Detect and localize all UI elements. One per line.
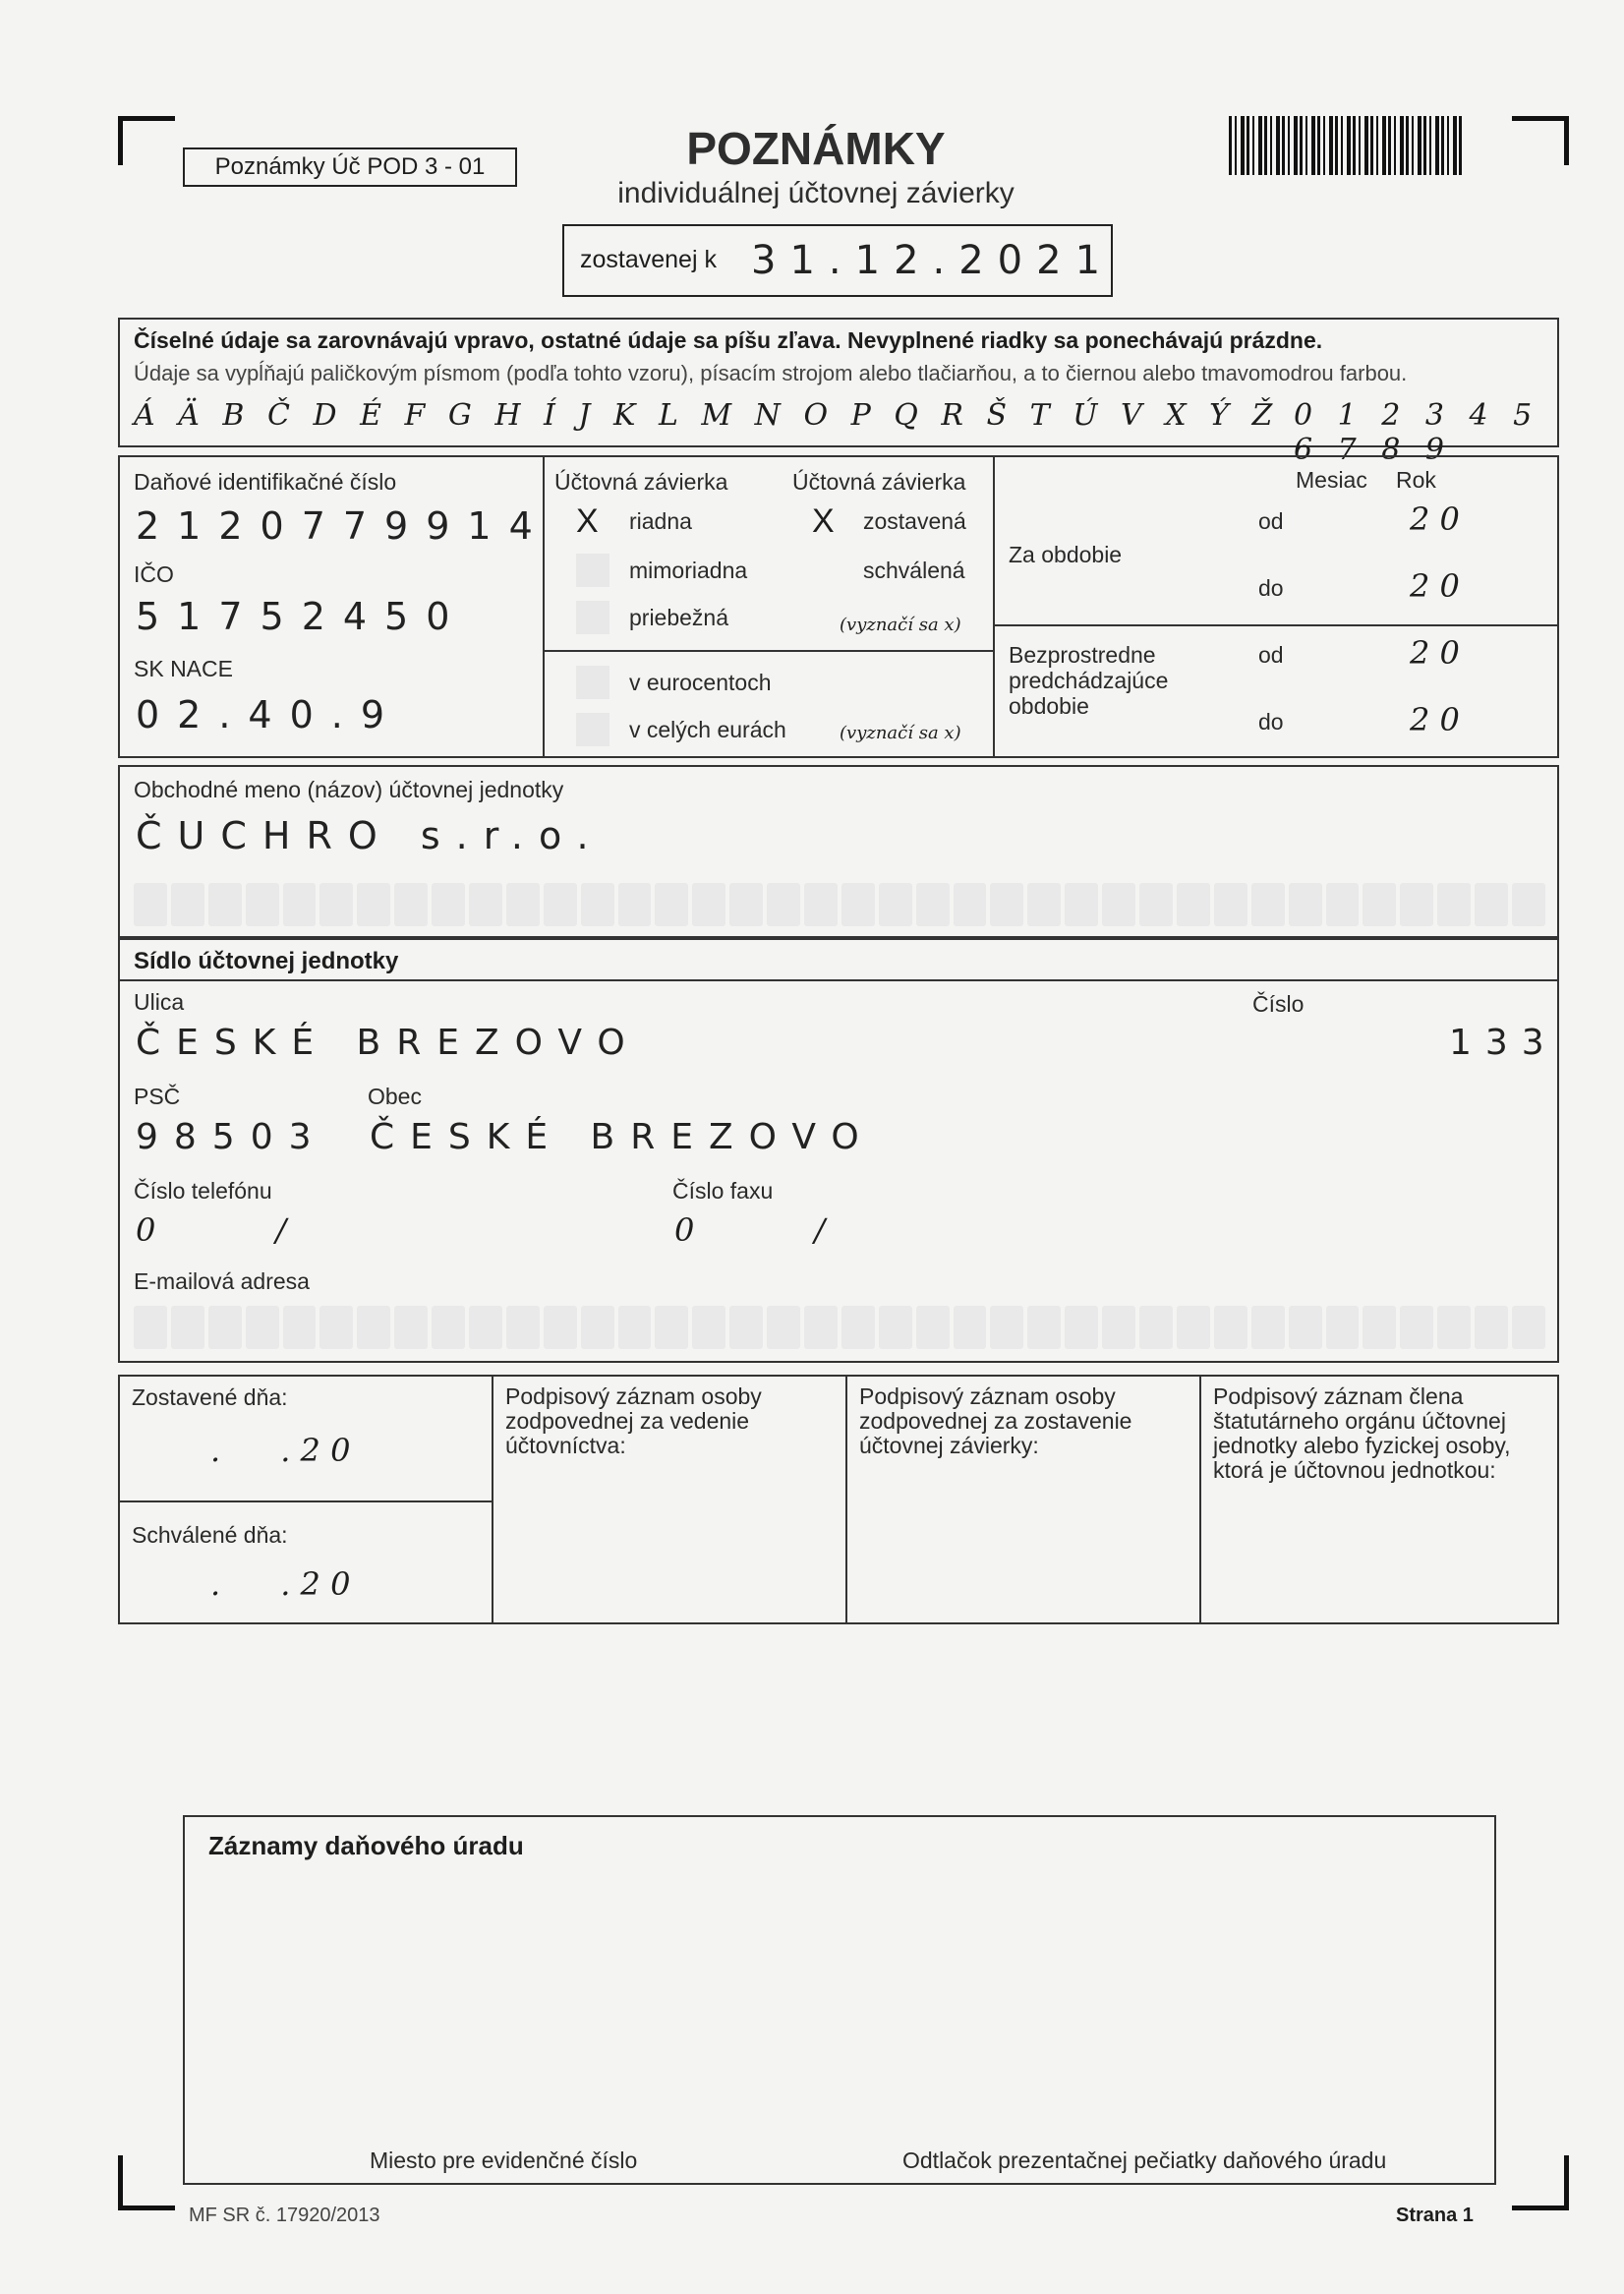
statement-header-2: Účtovná závierka xyxy=(792,469,966,495)
approved-on-label: Schválené dňa: xyxy=(132,1522,288,1548)
input-cell xyxy=(767,883,800,926)
priebezna-checkbox[interactable] xyxy=(576,601,609,634)
prepared-on-value[interactable]: . . 2 0 xyxy=(210,1432,351,1469)
input-cell xyxy=(394,1306,428,1349)
input-cell xyxy=(394,883,428,926)
celych-eurach-label: v celých eurách xyxy=(629,717,786,742)
input-cell xyxy=(432,1306,465,1349)
input-cell xyxy=(1251,883,1285,926)
input-cell xyxy=(841,1306,875,1349)
od-label: od xyxy=(1258,508,1284,534)
input-cell xyxy=(879,1306,912,1349)
input-cell xyxy=(1363,1306,1396,1349)
company-name-value[interactable]: ČUCHRO s.r.o. xyxy=(136,814,605,857)
input-cell xyxy=(767,1306,800,1349)
input-cell xyxy=(1512,883,1545,926)
input-cell xyxy=(581,883,614,926)
mark-hint: (vyznačí sa x) xyxy=(840,615,961,635)
input-cell xyxy=(804,1306,838,1349)
input-cell xyxy=(1400,883,1433,926)
input-cell xyxy=(1214,1306,1247,1349)
input-cell xyxy=(246,1306,279,1349)
riadna-label: riadna xyxy=(629,508,692,534)
input-cell xyxy=(469,883,502,926)
input-cell xyxy=(134,1306,167,1349)
email-boxes[interactable] xyxy=(134,1306,1545,1349)
corner-mark-bottom-right xyxy=(1512,2155,1569,2210)
input-cell xyxy=(1027,1306,1061,1349)
current-from-year[interactable]: 2 0 xyxy=(1410,500,1460,538)
input-cell xyxy=(990,1306,1023,1349)
input-cell xyxy=(1139,883,1173,926)
mimoriadna-checkbox[interactable] xyxy=(576,554,609,587)
input-cell xyxy=(954,883,987,926)
input-cell xyxy=(1139,1306,1173,1349)
form-code: Poznámky Úč POD 3 - 01 xyxy=(214,153,486,180)
input-cell xyxy=(916,1306,950,1349)
rok-label: Rok xyxy=(1396,467,1436,493)
form-code-box xyxy=(183,147,517,187)
ico-label: IČO xyxy=(134,561,174,587)
priebezna-label: priebežná xyxy=(629,605,729,630)
prepared-on-label: Zostavené dňa: xyxy=(132,1384,288,1410)
celych-eurach-checkbox[interactable] xyxy=(576,713,609,746)
prev-period-label-2: predchádzajúce xyxy=(1009,668,1169,693)
divider xyxy=(845,1377,847,1624)
street-number-label: Číslo xyxy=(1252,991,1305,1017)
input-cell xyxy=(954,1306,987,1349)
phone-value[interactable]: 0 / xyxy=(136,1211,287,1249)
input-cell xyxy=(916,883,950,926)
fax-value[interactable]: 0 / xyxy=(674,1211,826,1249)
input-cell xyxy=(729,1306,763,1349)
input-cell xyxy=(283,1306,317,1349)
divider xyxy=(1199,1377,1201,1624)
input-cell xyxy=(692,1306,725,1349)
divider xyxy=(120,1500,492,1502)
page-number: Strana 1 xyxy=(1396,2205,1474,2226)
input-cell xyxy=(1289,1306,1322,1349)
identification-section xyxy=(118,455,1559,758)
input-cell xyxy=(432,883,465,926)
nace-value[interactable]: 02.40.9 xyxy=(136,693,403,736)
barcode xyxy=(1229,116,1465,175)
fax-label: Číslo faxu xyxy=(672,1178,774,1204)
page-title: POZNÁMKY xyxy=(686,123,946,174)
prepared-date-box xyxy=(562,224,1113,297)
current-period-label: Za obdobie xyxy=(1009,542,1123,567)
dic-value[interactable]: 2120779914 xyxy=(136,504,551,548)
prev-period-label-1: Bezprostredne xyxy=(1009,642,1156,668)
do-label: do xyxy=(1258,575,1284,601)
input-cell xyxy=(208,1306,242,1349)
input-cell xyxy=(655,1306,688,1349)
input-cell xyxy=(1363,883,1396,926)
prev-od-label: od xyxy=(1258,642,1284,668)
signature-preparer[interactable]: Podpisový záznam osoby zodpovednej za zostavenie účtovnej závierky: xyxy=(859,1383,1132,1458)
input-cell xyxy=(1475,1306,1508,1349)
input-cell xyxy=(1475,883,1508,926)
corner-mark-top-left xyxy=(118,116,175,165)
signature-accounting[interactable]: Podpisový záznam osoby zodpovednej za vedenie účtovníctva: xyxy=(505,1383,762,1458)
evidence-number-label: Miesto pre evidenčné číslo xyxy=(370,2147,638,2173)
psc-value[interactable]: 98503 xyxy=(136,1117,327,1157)
instructions-box xyxy=(118,318,1559,467)
corner-mark-bottom-left xyxy=(118,2155,175,2210)
input-cell xyxy=(804,883,838,926)
divider xyxy=(492,1377,493,1624)
input-cell xyxy=(171,883,204,926)
input-cell xyxy=(134,883,167,926)
psc-label: PSČ xyxy=(134,1084,181,1109)
input-cell xyxy=(1177,1306,1210,1349)
input-cell xyxy=(1214,883,1247,926)
street-label: Ulica xyxy=(134,989,185,1015)
input-cell xyxy=(1437,883,1471,926)
zostavena-label: zostavená xyxy=(863,508,966,534)
ico-value[interactable]: 51752450 xyxy=(136,595,468,638)
input-cell xyxy=(618,1306,652,1349)
riadna-checkbox[interactable]: X xyxy=(576,502,599,540)
input-cell xyxy=(246,883,279,926)
sample-letters: Á Ä B Č D É F G H Í J K L M N O P Q R Š T Ú V X Ý Ž xyxy=(134,398,1280,433)
input-cell xyxy=(1289,883,1322,926)
input-cell xyxy=(469,1306,502,1349)
page-subtitle: individuálnej účtovnej závierky xyxy=(617,177,1015,209)
input-cell xyxy=(1251,1306,1285,1349)
dic-label: Daňové identifikačné číslo xyxy=(134,469,397,495)
input-cell xyxy=(357,883,390,926)
mark-hint-2: (vyznačí sa x) xyxy=(840,723,961,743)
company-name-label: Obchodné meno (názov) účtovnej jednotky xyxy=(134,777,564,802)
input-cell xyxy=(618,883,652,926)
statement-header-1: Účtovná závierka xyxy=(554,469,728,495)
input-cell xyxy=(1102,883,1135,926)
eurocentoch-label: v eurocentoch xyxy=(629,670,772,695)
prepared-date[interactable]: 31.12.2021 xyxy=(751,238,1115,283)
signatures-section xyxy=(118,1375,1559,1624)
city-label: Obec xyxy=(368,1084,422,1109)
mesiac-label: Mesiac xyxy=(1296,467,1367,493)
divider xyxy=(120,979,1559,981)
zostavena-checkbox[interactable]: X xyxy=(812,502,835,540)
input-cell xyxy=(1027,883,1061,926)
input-cell xyxy=(283,883,317,926)
input-cell xyxy=(544,1306,577,1349)
mimoriadna-label: mimoriadna xyxy=(629,558,748,583)
seat-title: Sídlo účtovnej jednotky xyxy=(134,948,399,974)
input-cell xyxy=(544,883,577,926)
instruction-line-2: Údaje sa vypĺňajú paličkovým písmom (podľa tohto vzoru), písacím strojom alebo tlačiarňou, a to čiernou alebo tmavomodrou farbou. xyxy=(134,361,1408,385)
input-cell xyxy=(990,883,1023,926)
input-cell xyxy=(1065,883,1098,926)
tax-office-section xyxy=(183,1815,1496,2185)
input-cell xyxy=(506,1306,540,1349)
signature-statutory[interactable]: Podpisový záznam člena štatutárneho orgánu účtovnej jednotky alebo fyzickej osoby, ktorá je účtovnou jednotkou: xyxy=(1213,1383,1511,1483)
input-cell xyxy=(1437,1306,1471,1349)
input-cell xyxy=(506,883,540,926)
instruction-line-1: Číselné údaje sa zarovnávajú vpravo, ostatné údaje sa píšu zľava. Nevyplnené riadky sa ponechávajú prázdne. xyxy=(134,327,1323,353)
prev-to-year[interactable]: 2 0 xyxy=(1410,701,1460,738)
company-name-section xyxy=(118,765,1559,938)
schvalena-label: schválená xyxy=(863,558,965,583)
input-cell xyxy=(1326,883,1360,926)
input-cell xyxy=(1512,1306,1545,1349)
input-cell xyxy=(1400,1306,1433,1349)
footer-reference: MF SR č. 17920/2013 xyxy=(189,2205,380,2226)
divider xyxy=(993,457,995,758)
input-cell xyxy=(1065,1306,1098,1349)
street-number-value[interactable]: 133 xyxy=(1449,1023,1558,1063)
input-cell xyxy=(1326,1306,1360,1349)
prev-period-label-3: obdobie xyxy=(1009,693,1089,719)
phone-label: Číslo telefónu xyxy=(134,1178,272,1204)
stamp-label: Odtlačok prezentačnej pečiatky daňového úradu xyxy=(902,2147,1387,2173)
street-value[interactable]: ČESKÉ BREZOVO xyxy=(136,1023,641,1063)
input-cell xyxy=(879,883,912,926)
approved-on-value[interactable]: . . 2 0 xyxy=(210,1565,351,1603)
nace-label: SK NACE xyxy=(134,656,233,681)
input-cell xyxy=(357,1306,390,1349)
seat-section xyxy=(118,938,1559,1363)
prev-from-year[interactable]: 2 0 xyxy=(1410,634,1460,672)
divider xyxy=(993,624,1559,626)
company-name-boxes xyxy=(134,883,1545,926)
sample-digits: 0 1 2 3 4 5 6 7 8 9 xyxy=(1294,398,1540,467)
city-value[interactable]: ČESKÉ BREZOVO xyxy=(370,1117,875,1157)
input-cell xyxy=(319,1306,353,1349)
tax-office-title: Záznamy daňového úradu xyxy=(208,1831,524,1860)
divider xyxy=(543,650,993,652)
divider xyxy=(543,457,545,758)
email-label: E-mailová adresa xyxy=(134,1268,310,1294)
input-cell xyxy=(841,883,875,926)
prev-do-label: do xyxy=(1258,709,1284,735)
input-cell xyxy=(729,883,763,926)
input-cell xyxy=(581,1306,614,1349)
input-cell xyxy=(171,1306,204,1349)
input-cell xyxy=(1177,883,1210,926)
eurocentoch-checkbox[interactable] xyxy=(576,666,609,699)
input-cell xyxy=(319,883,353,926)
input-cell xyxy=(692,883,725,926)
current-to-year[interactable]: 2 0 xyxy=(1410,567,1460,605)
input-cell xyxy=(208,883,242,926)
input-cell xyxy=(655,883,688,926)
input-cell xyxy=(1102,1306,1135,1349)
prepared-label: zostavenej k xyxy=(580,246,717,273)
corner-mark-top-right xyxy=(1512,116,1569,165)
